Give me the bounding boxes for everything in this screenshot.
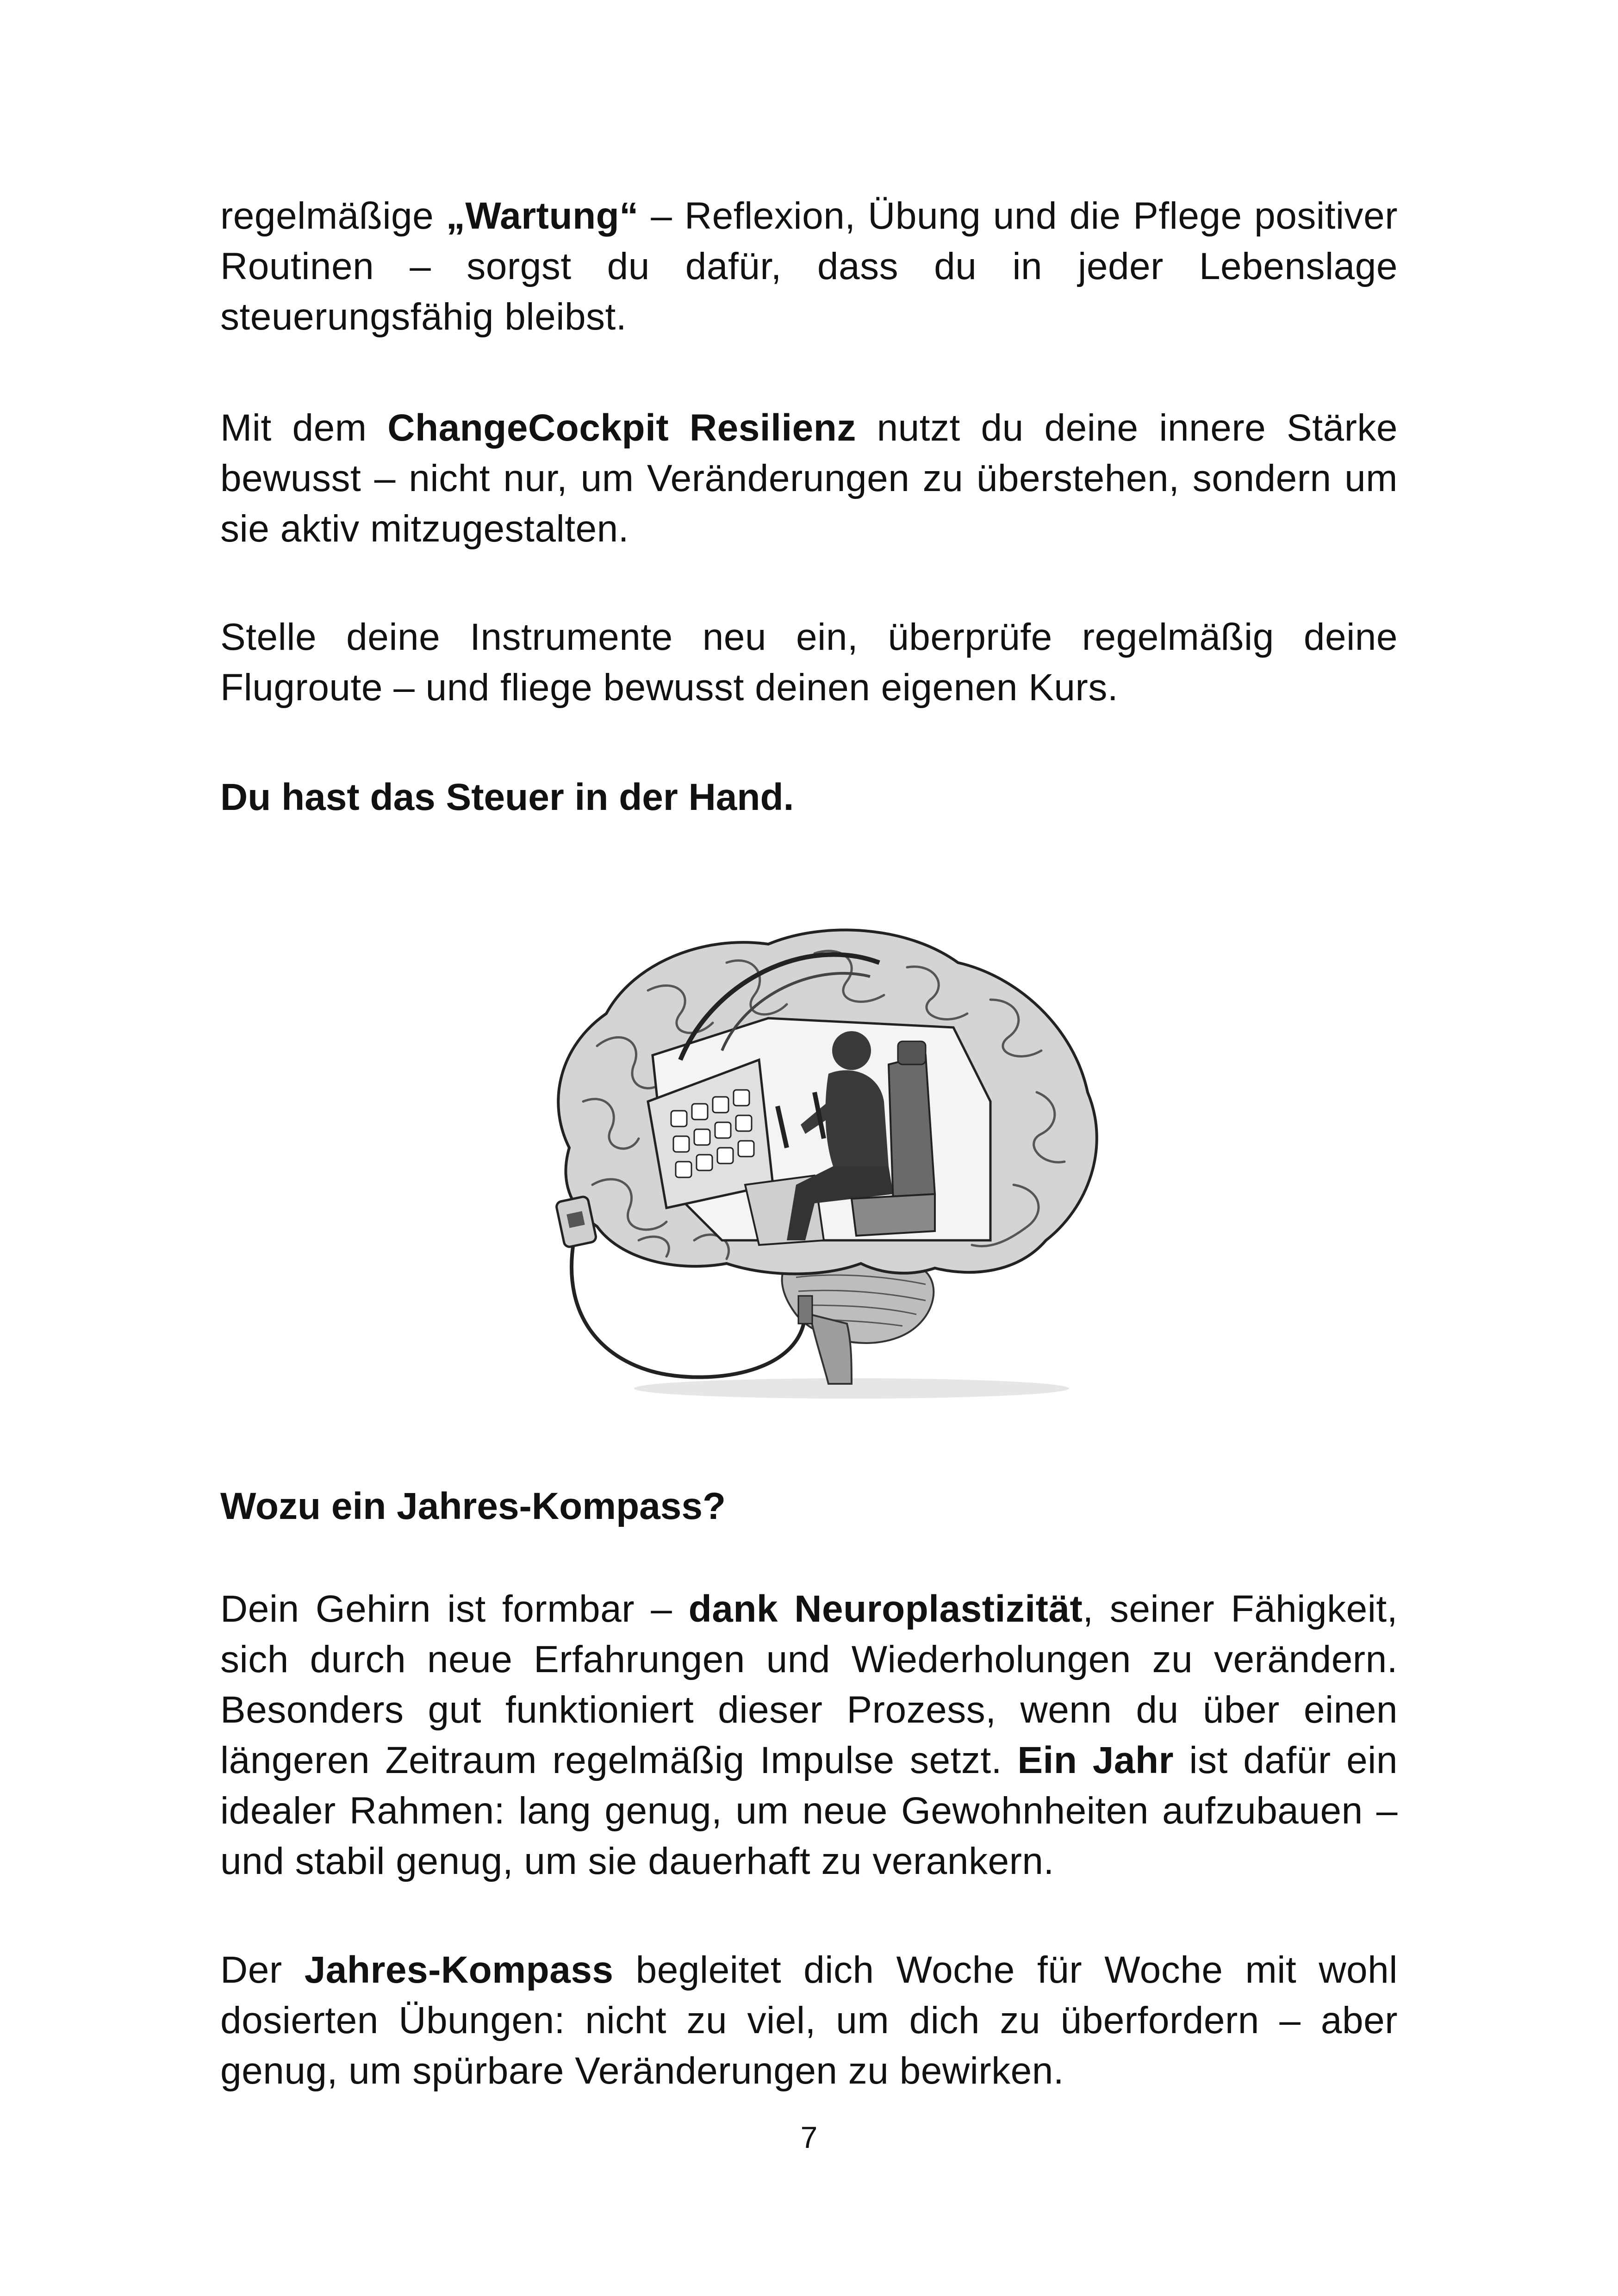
- text-run: nutzt du deine innere Stärke bewusst – nicht nur, um Veränderungen zu überstehen, sondern um sie aktiv mitzugestalten.: [220, 407, 1398, 550]
- text-run: – Reflexion, Übung und die Pflege positiver Routinen – sorgst du dafür, dass du in jeder Lebenslage steuerungsfähig bleibst.: [220, 195, 1398, 338]
- paragraph-neuroplastizitaet: [220, 1584, 1398, 1886]
- bold-text: ChangeCockpit Resilienz: [387, 407, 856, 449]
- page-number: 7: [800, 2120, 818, 2154]
- text-run: Der: [220, 1949, 305, 1991]
- paragraph-jahres-kompass: [220, 1945, 1398, 2096]
- brain-cockpit-illustration: [528, 907, 1125, 1412]
- text-run: regelmäßige: [220, 195, 446, 237]
- bold-text: Jahres-Kompass: [304, 1949, 614, 1991]
- text-run: Dein Gehirn ist formbar –: [220, 1588, 689, 1630]
- text-run: Stelle deine Instrumente neu ein, überprüfe regelmäßig deine Flugroute – und fliege bewusst deinen eigenen Kurs.: [220, 616, 1398, 709]
- bold-text: dank Neuroplastizität: [688, 1588, 1083, 1630]
- paragraph-wartung: [220, 191, 1398, 342]
- paragraph-changecockpit: [220, 403, 1398, 554]
- text-run: begleitet dich Woche für Woche mit wohl dosierten Übungen: nicht zu viel, um dich zu überfordern – aber genug, um spürbare Veränderungen zu bewirken.: [220, 1949, 1398, 2092]
- heading-steuer: Du hast das Steuer in der Hand.: [220, 776, 794, 818]
- heading-jahres-kompass: Wozu ein Jahres-Kompass?: [220, 1485, 726, 1527]
- bold-text: „Wartung“: [446, 195, 639, 237]
- text-run: , seiner Fähigkeit, sich durch neue Erfahrungen und Wiederholungen zu verändern. Besonders gut funktioniert dieser Prozess, wenn du über einen längeren Zeitraum regelmäßig Impulse setzt.: [220, 1588, 1398, 1781]
- text-run: Mit dem: [220, 407, 388, 449]
- text-run: ist dafür ein idealer Rahmen: lang genug, um neue Gewohnheiten aufzubauen – und stabil genug, um sie dauerhaft zu verankern.: [220, 1739, 1398, 1882]
- bold-text: Ein Jahr: [1017, 1739, 1174, 1781]
- paragraph-instrumente: [220, 612, 1398, 713]
